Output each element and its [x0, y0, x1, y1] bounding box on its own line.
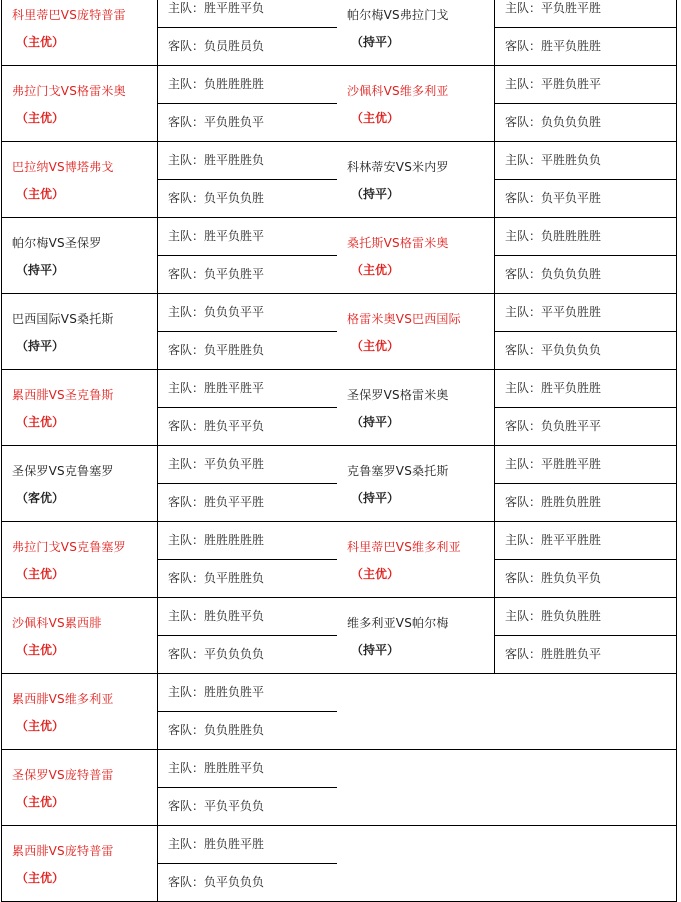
match-teams: 帕尔梅VS圣保罗 — [12, 236, 102, 250]
home-record: 主队：胜平负胜胜 — [495, 370, 676, 408]
match-row — [337, 370, 677, 446]
away-record: 客队：胜胜负胜胜 — [505, 495, 602, 509]
home-record: 主队：平负胜平胜 — [495, 0, 676, 28]
left-column — [1, 0, 337, 902]
away-record: 客队：负平负平胜 — [505, 191, 602, 205]
match-teams: 累西腓VS庞特普雷 — [12, 844, 114, 858]
empty-cell — [337, 750, 677, 826]
home-record: 主队：胜负胜平胜 — [158, 826, 337, 864]
away-record: 客队：胜胜胜负平 — [505, 647, 602, 661]
match-teams: 格雷米奥VS巴西国际 — [347, 312, 461, 326]
match-info — [2, 674, 158, 749]
match-info — [2, 598, 158, 673]
match-records — [158, 142, 337, 217]
home-record: 主队：平平负胜胜 — [495, 294, 676, 332]
away-record: 客队：胜负平平负 — [168, 419, 265, 433]
match-teams: 圣保罗VS格雷米奥 — [347, 388, 449, 402]
match-teams: 帕尔梅VS弗拉门戈 — [347, 8, 449, 22]
match-teams: 沙佩科VS维多利亚 — [347, 84, 449, 98]
match-teams: 弗拉门戈VS格雷米奥 — [12, 84, 126, 98]
match-info — [2, 294, 158, 369]
away-record: 客队：负平胜胜负 — [168, 343, 265, 357]
match-teams: 科林蒂安VS米内罗 — [347, 160, 449, 174]
match-info — [2, 522, 158, 597]
match-info — [337, 66, 495, 141]
match-info — [337, 522, 495, 597]
match-row — [1, 826, 337, 902]
match-row — [1, 522, 337, 598]
match-row — [1, 598, 337, 674]
away-record: 客队：负负负负胜 — [505, 267, 602, 281]
away-record: 客队：负负胜胜负 — [168, 723, 265, 737]
match-info — [2, 826, 158, 901]
match-row — [1, 674, 337, 750]
match-records — [158, 598, 337, 673]
home-record: 主队：平负负平胜 — [158, 446, 337, 484]
home-record: 主队：胜平胜平负 — [158, 0, 337, 28]
home-record: 主队：胜胜胜胜胜 — [158, 522, 337, 560]
match-teams: 累西腓VS圣克鲁斯 — [12, 388, 114, 402]
match-info — [2, 750, 158, 825]
match-row — [1, 446, 337, 522]
match-info — [2, 370, 158, 445]
match-records — [158, 0, 337, 65]
away-record: 客队：负平负负负 — [168, 875, 265, 889]
match-verdict: （主优） — [351, 111, 400, 125]
match-verdict: （主优） — [16, 111, 65, 125]
match-info — [2, 0, 158, 65]
match-verdict: （主优） — [16, 567, 65, 581]
away-record: 客队：胜负负平负 — [505, 571, 602, 585]
match-verdict: （主优） — [16, 795, 65, 809]
match-row — [1, 294, 337, 370]
match-teams: 科里蒂巴VS庞特普雷 — [12, 8, 126, 22]
home-record: 主队：负胜胜胜胜 — [158, 66, 337, 104]
match-verdict: （主优） — [16, 35, 65, 49]
match-records — [158, 674, 337, 749]
match-info — [337, 142, 495, 217]
match-verdict: （持平） — [351, 643, 400, 657]
match-teams: 圣保罗VS庞特普雷 — [12, 768, 114, 782]
match-records — [158, 446, 337, 521]
match-teams: 巴拉纳VS博塔弗戈 — [12, 160, 114, 174]
right-column — [337, 0, 677, 902]
away-record: 客队：胜负平平胜 — [168, 495, 265, 509]
match-verdict: （主优） — [16, 719, 65, 733]
match-verdict: （持平） — [16, 263, 65, 277]
match-records — [158, 66, 337, 141]
match-info — [337, 218, 495, 293]
match-row — [337, 218, 677, 294]
match-row — [1, 218, 337, 294]
match-info — [337, 294, 495, 369]
match-teams: 桑托斯VS格雷米奥 — [347, 236, 449, 250]
home-record: 主队：胜平胜胜负 — [158, 142, 337, 180]
away-record: 客队：负员胜员负 — [168, 39, 265, 53]
match-teams: 科里蒂巴VS维多利亚 — [347, 540, 461, 554]
match-row — [1, 66, 337, 142]
match-verdict: （主优） — [351, 339, 400, 353]
match-records — [158, 294, 337, 369]
match-verdict: （主优） — [351, 263, 400, 277]
away-record: 客队：平负胜负平 — [168, 115, 265, 129]
match-records — [158, 522, 337, 597]
match-info — [2, 66, 158, 141]
home-record: 主队：胜胜平胜平 — [158, 370, 337, 408]
match-row — [337, 0, 677, 66]
match-info — [2, 446, 158, 521]
away-record: 客队：胜平负胜胜 — [505, 39, 602, 53]
match-row — [1, 370, 337, 446]
match-records — [495, 598, 677, 673]
match-teams: 累西腓VS维多利亚 — [12, 692, 114, 706]
match-verdict: （主优） — [16, 643, 65, 657]
match-verdict: （持平） — [351, 415, 400, 429]
match-row — [337, 142, 677, 218]
match-records — [495, 218, 677, 293]
match-row — [337, 66, 677, 142]
away-record: 客队：负负负负胜 — [505, 115, 602, 129]
home-record: 主队：平胜胜负负 — [495, 142, 676, 180]
match-records — [495, 294, 677, 369]
match-info — [2, 142, 158, 217]
match-teams: 弗拉门戈VS克鲁塞罗 — [12, 540, 126, 554]
home-record: 主队：平胜胜平胜 — [495, 446, 676, 484]
match-verdict: （持平） — [351, 35, 400, 49]
match-teams: 圣保罗VS克鲁塞罗 — [12, 464, 114, 478]
empty-cell — [337, 674, 677, 750]
match-row — [337, 522, 677, 598]
match-verdict: （主优） — [16, 415, 65, 429]
match-records — [158, 218, 337, 293]
match-verdict: （主优） — [16, 187, 65, 201]
match-records — [158, 826, 337, 901]
away-record: 客队：负平负胜平 — [168, 267, 265, 281]
match-row — [1, 142, 337, 218]
home-record: 主队：胜平平胜胜 — [495, 522, 676, 560]
match-records — [495, 0, 677, 65]
away-record: 客队：平负负负负 — [505, 343, 602, 357]
match-info — [337, 0, 495, 65]
match-row — [337, 598, 677, 674]
match-row — [337, 446, 677, 522]
match-records — [158, 750, 337, 825]
match-records — [158, 370, 337, 445]
match-row — [1, 750, 337, 826]
match-verdict: （持平） — [351, 187, 400, 201]
match-teams: 维多利亚VS帕尔梅 — [347, 616, 449, 630]
match-verdict: （主优） — [16, 871, 65, 885]
match-records — [495, 66, 677, 141]
home-record: 主队：胜胜负胜平 — [158, 674, 337, 712]
away-record: 客队：负负胜平平 — [505, 419, 602, 433]
match-info — [337, 598, 495, 673]
empty-cell — [337, 826, 677, 902]
home-record: 主队：胜胜胜平负 — [158, 750, 337, 788]
home-record: 主队：胜平负胜平 — [158, 218, 337, 256]
away-record: 客队：平负平负负 — [168, 799, 265, 813]
match-records — [495, 446, 677, 521]
match-teams: 沙佩科VS累西腓 — [12, 616, 102, 630]
away-record: 客队：负平胜胜负 — [168, 571, 265, 585]
match-verdict: （主优） — [351, 567, 400, 581]
away-record: 客队：负平负负胜 — [168, 191, 265, 205]
match-records — [495, 370, 677, 445]
match-row — [1, 0, 337, 66]
home-record: 主队：平胜负胜平 — [495, 66, 676, 104]
match-verdict: （客优） — [16, 491, 65, 505]
match-teams: 克鲁塞罗VS桑托斯 — [347, 464, 449, 478]
home-record: 主队：胜负胜平负 — [158, 598, 337, 636]
home-record: 主队：胜负负胜胜 — [495, 598, 676, 636]
away-record: 客队：平负负负负 — [168, 647, 265, 661]
match-info — [337, 446, 495, 521]
match-verdict: （持平） — [16, 339, 65, 353]
match-teams: 巴西国际VS桑托斯 — [12, 312, 114, 326]
home-record: 主队：负胜胜胜胜 — [495, 218, 676, 256]
match-info — [337, 370, 495, 445]
match-records — [495, 142, 677, 217]
match-row — [337, 294, 677, 370]
home-record: 主队：负负负平平 — [158, 294, 337, 332]
match-records — [495, 522, 677, 597]
match-info — [2, 218, 158, 293]
match-verdict: （持平） — [351, 491, 400, 505]
